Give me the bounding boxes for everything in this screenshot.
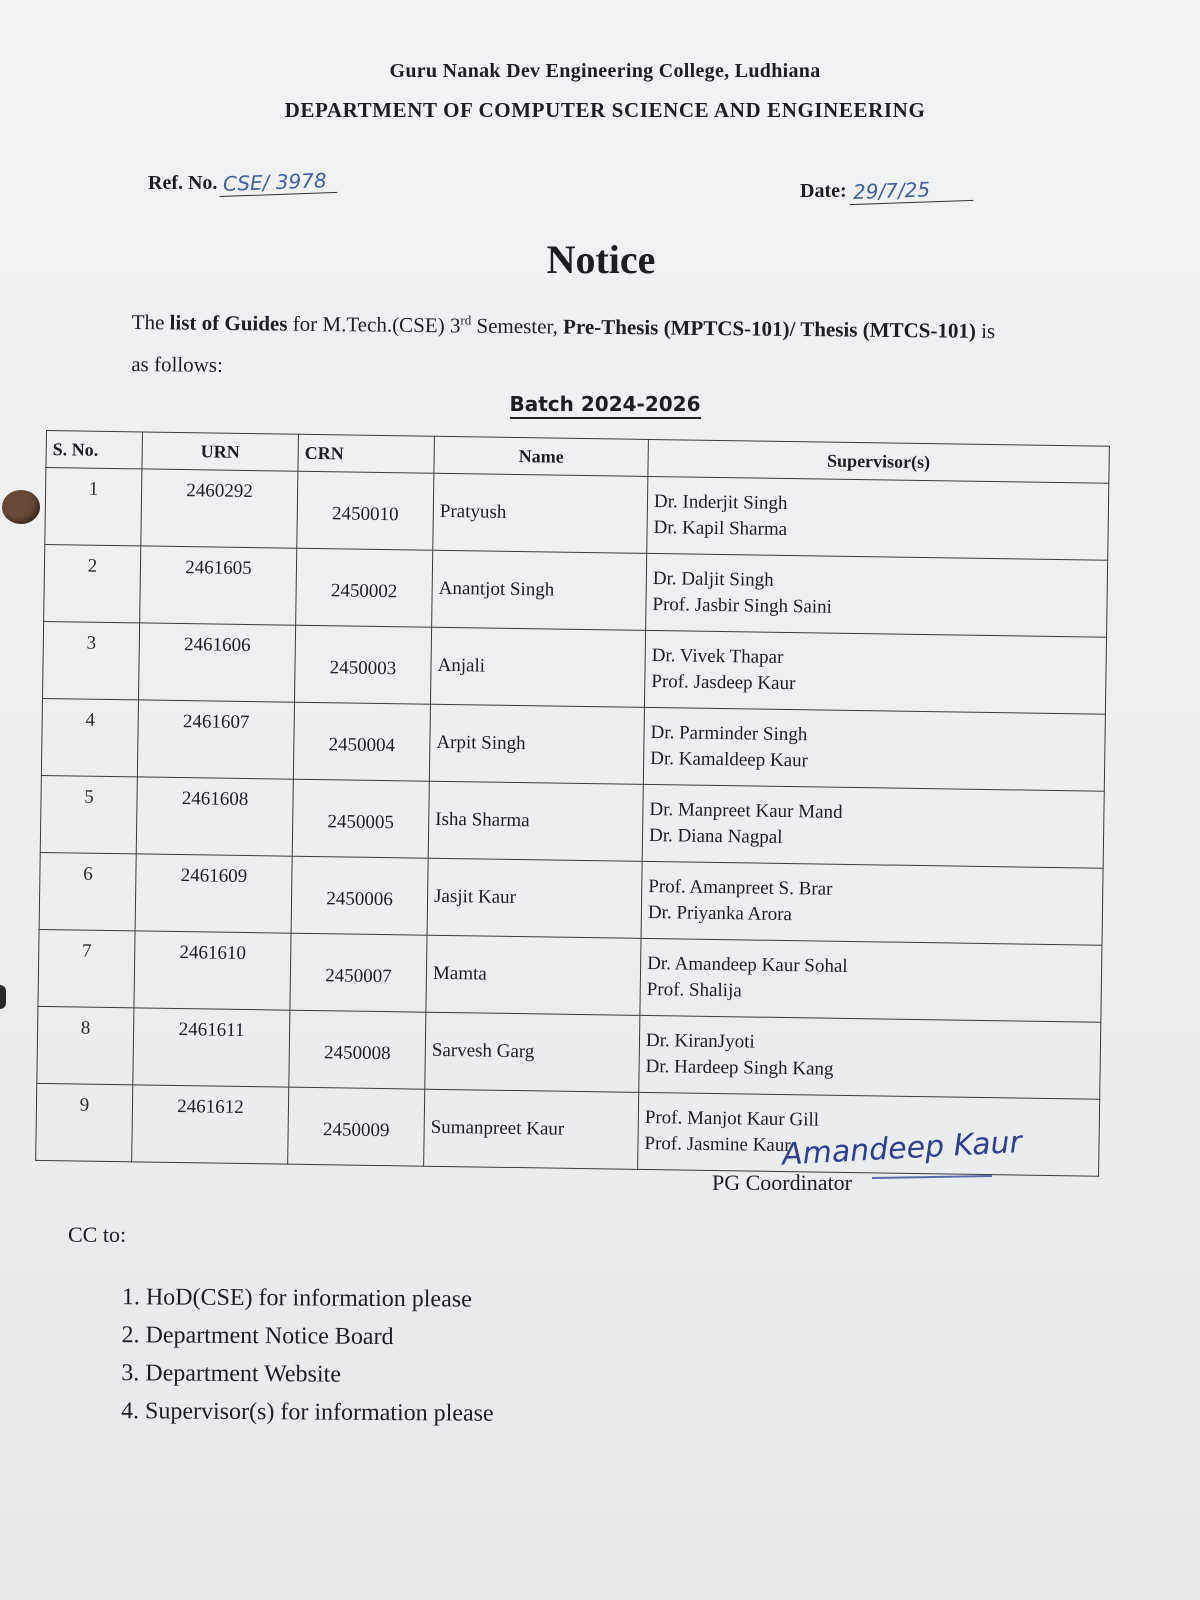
cell-crn: 2450002 bbox=[296, 548, 433, 627]
supervisor-1: Dr. Vivek Thapar bbox=[651, 645, 784, 668]
intro-text-1: The bbox=[131, 309, 170, 335]
supervisor-2: Prof. Shalija bbox=[646, 978, 742, 1002]
cc-item: 1. HoD(CSE) for information please bbox=[146, 1278, 495, 1318]
cell-supervisors bbox=[644, 630, 1106, 714]
supervisor-2: Prof. Jasdeep Kaur bbox=[651, 671, 796, 695]
cell-name: Arpit Singh bbox=[429, 704, 644, 784]
cell-crn: 2450006 bbox=[291, 856, 428, 935]
cc-item: 3. Department Website bbox=[145, 1354, 494, 1394]
cc-list bbox=[99, 1278, 495, 1433]
cell-name: Isha Sharma bbox=[428, 781, 643, 861]
cell-sno: 9 bbox=[36, 1083, 133, 1161]
cell-urn: 2461607 bbox=[137, 700, 294, 779]
cell-urn: 2461609 bbox=[135, 854, 292, 933]
cell-sno: 6 bbox=[39, 852, 136, 930]
cell-sno: 5 bbox=[40, 775, 137, 853]
signature-line bbox=[872, 1175, 992, 1179]
intro-text-2: for M.Tech.(CSE) 3 bbox=[287, 311, 461, 338]
cell-name: Pratyush bbox=[433, 473, 648, 553]
date-handwritten-value: 29/7/25 bbox=[848, 176, 973, 205]
handwritten-signature: Amandeep Kaur bbox=[781, 1124, 1023, 1173]
cell-urn: 2461606 bbox=[139, 623, 296, 702]
supervisor-2: Dr. Diana Nagpal bbox=[648, 824, 783, 848]
supervisor-1: Prof. Manjot Kaur Gill bbox=[644, 1106, 820, 1131]
punch-hole-edge bbox=[0, 985, 6, 1009]
cell-crn: 2450010 bbox=[297, 471, 434, 550]
cell-supervisors bbox=[640, 938, 1102, 1022]
date-field bbox=[800, 178, 973, 203]
intro-paragraph bbox=[131, 296, 1002, 394]
cell-supervisors bbox=[646, 553, 1108, 637]
cell-name: Sarvesh Garg bbox=[425, 1012, 640, 1092]
batch-heading bbox=[0, 392, 1200, 416]
cell-name: Anantjot Singh bbox=[432, 550, 647, 630]
cell-urn: 2461611 bbox=[133, 1008, 290, 1087]
cell-supervisors bbox=[641, 861, 1103, 945]
supervisor-2: Dr. Hardeep Singh Kang bbox=[645, 1055, 834, 1080]
supervisor-1: Dr. Amandeep Kaur Sohal bbox=[646, 952, 848, 977]
cell-crn: 2450007 bbox=[290, 933, 427, 1012]
supervisor-2: Dr. Kapil Sharma bbox=[653, 517, 788, 541]
signatory-designation: PG Coordinator bbox=[712, 1170, 852, 1195]
cell-urn: 2461608 bbox=[136, 777, 293, 856]
batch-label: Batch 2024-2026 bbox=[510, 392, 701, 419]
cell-sno: 7 bbox=[38, 929, 135, 1007]
intro-bold-2: Pre-Thesis (MPTCS-101)/ Thesis (MTCS-101) bbox=[563, 314, 977, 343]
cell-crn: 2450004 bbox=[293, 702, 430, 781]
cell-sno: 1 bbox=[45, 468, 142, 546]
intro-sup: rd bbox=[460, 312, 472, 328]
guides-table bbox=[35, 430, 1110, 1177]
supervisor-1: Dr. KiranJyoti bbox=[645, 1029, 755, 1053]
cell-urn: 2461605 bbox=[140, 546, 297, 625]
supervisor-1: Dr. Daljit Singh bbox=[652, 568, 774, 591]
cell-crn: 2450005 bbox=[292, 779, 429, 858]
department-name: DEPARTMENT OF COMPUTER SCIENCE AND ENGINEERING bbox=[284, 98, 926, 122]
cell-sno: 8 bbox=[37, 1006, 134, 1084]
header-crn: CRN bbox=[298, 434, 435, 473]
cell-crn: 2450009 bbox=[288, 1087, 425, 1166]
supervisor-1: Dr. Manpreet Kaur Mand bbox=[649, 798, 843, 823]
intro-bold-1: list of Guides bbox=[169, 310, 288, 336]
supervisor-2: Dr. Priyanka Arora bbox=[647, 901, 793, 926]
cc-item: 4. Supervisor(s) for information please bbox=[145, 1392, 494, 1432]
cell-name: Mamta bbox=[426, 935, 641, 1015]
cell-sno: 4 bbox=[41, 698, 138, 776]
date-label: Date: bbox=[800, 180, 847, 202]
supervisor-1: Prof. Amanpreet S. Brar bbox=[648, 875, 833, 900]
college-name: Guru Nanak Dev Engineering College, Ludhiana bbox=[389, 60, 821, 82]
cell-crn: 2450003 bbox=[294, 625, 431, 704]
cell-supervisors bbox=[647, 476, 1109, 560]
cell-name: Anjali bbox=[430, 627, 645, 707]
supervisor-1: Dr. Parminder Singh bbox=[650, 722, 808, 746]
header-name: Name bbox=[434, 436, 649, 476]
guides-table-wrapper bbox=[35, 430, 1110, 1177]
supervisor-2: Prof. Jasbir Singh Saini bbox=[652, 594, 833, 618]
intro-text-4: is as follows: bbox=[131, 318, 996, 377]
cell-supervisors bbox=[643, 707, 1105, 791]
ref-label: Ref. No. bbox=[148, 172, 218, 194]
cell-name: Jasjit Kaur bbox=[427, 858, 642, 938]
notice-title: Notice bbox=[546, 237, 656, 282]
cell-urn: 2461610 bbox=[134, 931, 291, 1010]
header-urn: URN bbox=[142, 432, 299, 471]
ref-handwritten-value: CSE/ 3978 bbox=[219, 168, 337, 197]
cc-item: 2. Department Notice Board bbox=[145, 1316, 494, 1356]
cell-name: Sumanpreet Kaur bbox=[424, 1089, 639, 1169]
cell-urn: 2460292 bbox=[141, 469, 298, 548]
supervisor-1: Dr. Inderjit Singh bbox=[653, 491, 788, 515]
header-sno: S. No. bbox=[46, 431, 143, 469]
cell-sno: 3 bbox=[43, 621, 140, 699]
cell-supervisors bbox=[642, 784, 1104, 868]
punch-hole bbox=[2, 490, 40, 524]
cell-crn: 2450008 bbox=[289, 1010, 426, 1089]
supervisor-2: Dr. Kamaldeep Kaur bbox=[650, 748, 809, 772]
cell-sno: 2 bbox=[44, 544, 141, 622]
supervisor-2: Prof. Jasmine Kaur bbox=[644, 1132, 791, 1157]
intro-text-3: Semester, bbox=[471, 313, 564, 339]
header-supervisors: Supervisor(s) bbox=[648, 439, 1109, 483]
cc-label: CC to: bbox=[68, 1222, 127, 1247]
reference-number bbox=[148, 170, 337, 195]
cell-urn: 2461612 bbox=[132, 1085, 289, 1164]
cell-supervisors bbox=[639, 1015, 1101, 1099]
